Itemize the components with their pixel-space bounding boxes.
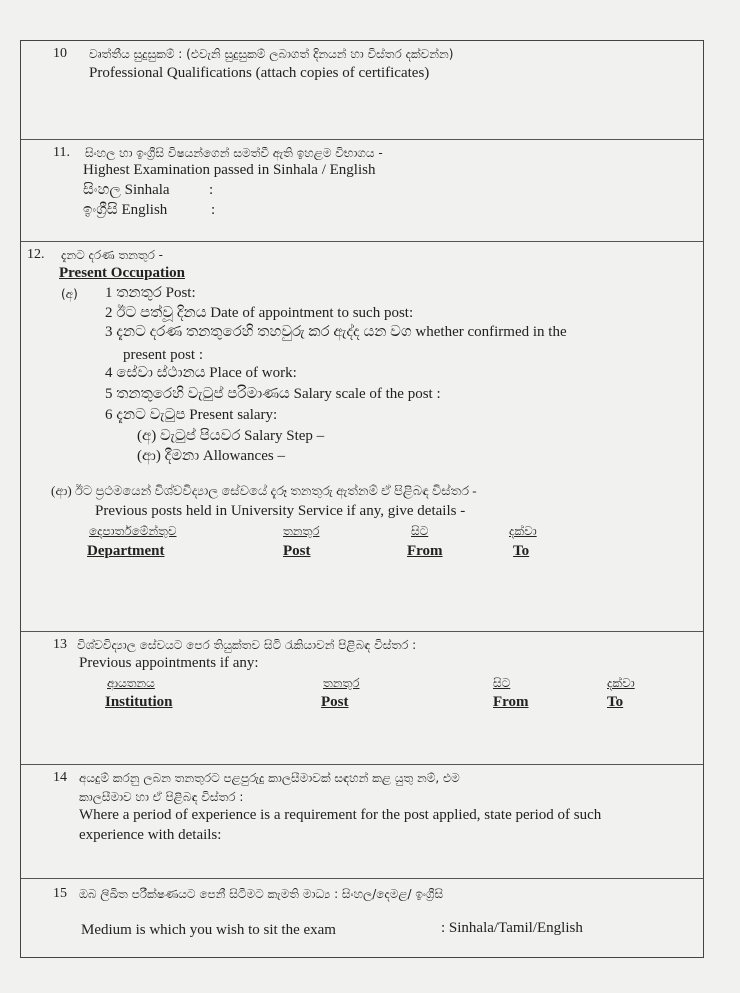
department-column-header: Department <box>87 543 165 559</box>
section-sinhala-line1: අයදුම් කරනු ලබන තනතුරට පළපුරුදු කාලසීමාවක් සඳහන් කළ යුතු නම්, එම <box>79 771 460 785</box>
section-14-experience-requirement <box>21 764 703 878</box>
from-column-sinhala: සිට <box>493 676 511 690</box>
from-column-header: From <box>407 543 443 559</box>
medium-options: : Sinhala/Tamil/English <box>441 920 583 936</box>
post-label: 1 තනතුර Post: <box>105 285 196 301</box>
allowances-label: (ආ) දීමනා Allowances – <box>137 448 285 464</box>
section-sinhala-heading: වෘත්තීය සුදුසුකම් : (එවැනි සුදුසුකම් ලබාගත් දිනයන් හා විස්තර දක්වන්න) <box>89 47 454 61</box>
section-sinhala-heading: සිංහල හා ඉංග්‍රීසි විෂයන්ගෙන් සමත්වී ඇති ඉහළම විභාගය - <box>85 146 383 160</box>
salary-scale-label: 5 තනතුරෙහි වැටුප් පරිමාණය Salary scale of the post : <box>105 386 441 402</box>
section-sinhala-heading: ඔබ ලිඛිත පරීක්ෂණයට පෙනී සිටීමට කැමති මාධ්‍ය : සිංහල/දෙමළ/ ඉංග්‍රීසි <box>79 887 444 901</box>
section-number: 12. <box>27 247 45 262</box>
to-column-sinhala: දක්වා <box>509 524 537 538</box>
confirmed-label-line2: present post : <box>123 347 203 363</box>
institution-column-sinhala: ආයතනය <box>107 676 155 690</box>
section-english-heading: Previous appointments if any: <box>79 655 259 671</box>
section-number: 13 <box>53 637 67 652</box>
post-column-sinhala: තනතුර <box>323 676 360 690</box>
medium-label: Medium is which you wish to sit the exam <box>81 922 336 938</box>
to-column-header: To <box>513 543 530 559</box>
section-english-heading: Highest Examination passed in Sinhala / English <box>83 162 376 178</box>
to-column-sinhala: දක්වා <box>607 676 635 690</box>
subsection-a-label: (අ) <box>61 287 78 301</box>
section-number: 11. <box>53 145 70 160</box>
section-sinhala-line2: කාලසීමාව හා ඒ පිළිබඳ විස්තර : <box>79 790 244 804</box>
post-column-header: Post <box>283 543 311 559</box>
section-english-heading: Present Occupation <box>59 265 185 281</box>
sinhala-result-colon: : <box>209 182 214 198</box>
institution-column-header: Institution <box>105 694 173 710</box>
section-english-line1: Where a period of experience is a requirement for the post applied, state period of such <box>79 807 602 823</box>
appointment-date-label: 2 ඊට පත්වූ දිනය Date of appointment to such post: <box>105 305 414 321</box>
section-12-present-occupation <box>21 241 703 631</box>
section-13-previous-appointments <box>21 631 703 764</box>
form-table <box>20 40 704 958</box>
english-result-colon: : <box>211 202 216 218</box>
salary-step-label: (අ) වැටුප් පියවර Salary Step – <box>137 428 325 444</box>
from-column-header: From <box>493 694 529 710</box>
section-number: 10 <box>53 46 67 61</box>
place-of-work-label: 4 සේවා ස්ථානය Place of work: <box>105 365 297 381</box>
sinhala-result-label: සිංහල Sinhala <box>83 182 170 198</box>
section-english-heading: Professional Qualifications (attach copies of certificates) <box>89 65 430 81</box>
section-11-highest-examination <box>21 139 703 241</box>
department-column-sinhala: දෙපාර්තමේන්තුව <box>89 524 177 538</box>
confirmed-label-line1: 3 දැනට දරණ තනතුරෙහි තහවුරු කර ඇද්ද යන වග whether confirmed in the <box>105 324 567 340</box>
section-15-exam-medium <box>21 878 703 958</box>
section-sinhala-heading: දැනට දරණ තනතුර - <box>61 248 164 262</box>
previous-posts-sinhala-heading: (ආ) ඊට ප්‍රථමයෙන් විශ්වවිද්‍යාල සේවයේ දැරූ තනතුරු ඇත්නම් ඒ පිළිබඳ විස්තර - <box>51 483 477 498</box>
section-sinhala-heading: විශ්වවිද්‍යාල සේවයට පෙර තියුක්තව සිටි රැකියාවන් පිළිබඳ විස්තර : <box>77 638 417 652</box>
present-salary-label: 6 දැනට වැටුප Present salary: <box>105 407 278 423</box>
post-column-sinhala: තනතුර <box>283 524 320 538</box>
post-column-header: Post <box>321 694 349 710</box>
section-10-professional-qualifications <box>21 41 703 139</box>
from-column-sinhala: සිට <box>411 524 429 538</box>
to-column-header: To <box>607 694 624 710</box>
section-number: 15 <box>53 886 67 901</box>
previous-posts-english-heading: Previous posts held in University Service if any, give details - <box>95 503 466 519</box>
english-result-label: ඉංග්‍රීසි English <box>83 202 168 218</box>
section-english-line2: experience with details: <box>79 827 222 843</box>
section-number: 14 <box>53 770 67 785</box>
